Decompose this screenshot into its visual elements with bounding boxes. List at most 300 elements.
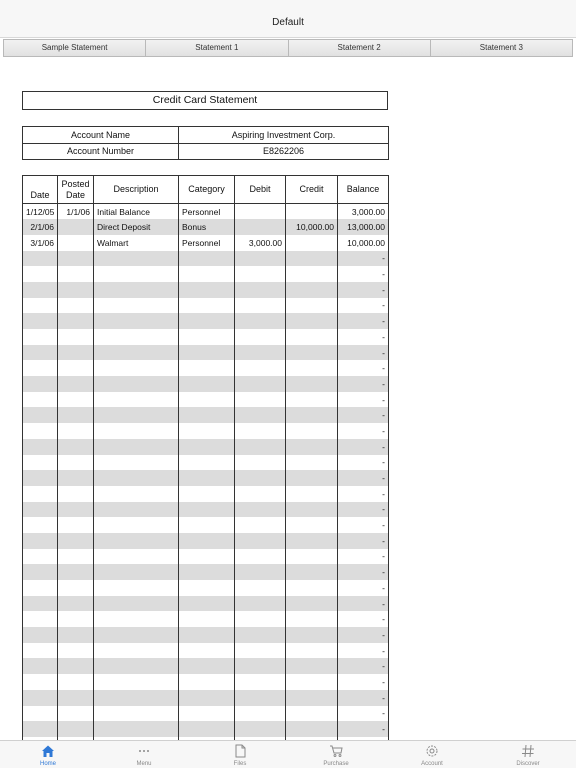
cell-date[interactable] bbox=[23, 423, 58, 439]
cell-credit[interactable] bbox=[286, 298, 338, 314]
cell-description[interactable] bbox=[94, 721, 179, 737]
cell-credit[interactable] bbox=[286, 580, 338, 596]
cell-debit[interactable] bbox=[235, 219, 286, 235]
table-row[interactable] bbox=[23, 329, 389, 345]
statement-title[interactable]: Credit Card Statement bbox=[22, 91, 388, 110]
cell-balance[interactable]: - bbox=[338, 580, 389, 596]
cell-category[interactable] bbox=[179, 407, 235, 423]
cell-posted[interactable] bbox=[58, 658, 94, 674]
cell-posted[interactable] bbox=[58, 455, 94, 471]
cell-balance[interactable]: - bbox=[338, 266, 389, 282]
cell-description[interactable] bbox=[94, 345, 179, 361]
cell-posted[interactable] bbox=[58, 251, 94, 267]
cell-description[interactable] bbox=[94, 329, 179, 345]
cell-posted[interactable] bbox=[58, 392, 94, 408]
cell-description[interactable] bbox=[94, 423, 179, 439]
cell-debit[interactable] bbox=[235, 611, 286, 627]
cell-posted[interactable] bbox=[58, 690, 94, 706]
segment-statement-1[interactable]: Statement 1 bbox=[146, 40, 288, 56]
table-row[interactable] bbox=[23, 611, 389, 627]
cell-description[interactable]: Walmart bbox=[94, 235, 179, 251]
table-row[interactable] bbox=[23, 235, 389, 251]
cell-balance[interactable]: - bbox=[338, 502, 389, 518]
cell-debit[interactable] bbox=[235, 345, 286, 361]
cell-date[interactable] bbox=[23, 658, 58, 674]
cell-balance[interactable]: - bbox=[338, 345, 389, 361]
cell-credit[interactable] bbox=[286, 533, 338, 549]
cell-date[interactable] bbox=[23, 690, 58, 706]
cell-description[interactable] bbox=[94, 596, 179, 612]
cell-balance[interactable]: 10,000.00 bbox=[338, 235, 389, 251]
table-row[interactable] bbox=[23, 423, 389, 439]
cell-balance[interactable]: 13,000.00 bbox=[338, 219, 389, 235]
cell-balance[interactable]: - bbox=[338, 564, 389, 580]
transactions-table bbox=[22, 175, 389, 753]
cell-balance[interactable]: - bbox=[338, 282, 389, 298]
cell-credit[interactable] bbox=[286, 564, 338, 580]
cell-date[interactable] bbox=[23, 674, 58, 690]
cell-date[interactable] bbox=[23, 470, 58, 486]
table-row[interactable] bbox=[23, 627, 389, 643]
cell-description[interactable] bbox=[94, 580, 179, 596]
cell-posted[interactable] bbox=[58, 266, 94, 282]
account-name-row bbox=[23, 127, 389, 144]
cell-category[interactable] bbox=[179, 627, 235, 643]
cell-date[interactable] bbox=[23, 533, 58, 549]
cell-description[interactable] bbox=[94, 502, 179, 518]
table-row[interactable] bbox=[23, 658, 389, 674]
cell-date[interactable] bbox=[23, 407, 58, 423]
cell-balance[interactable]: - bbox=[338, 470, 389, 486]
cell-description[interactable] bbox=[94, 658, 179, 674]
cell-category[interactable] bbox=[179, 533, 235, 549]
cell-description[interactable] bbox=[94, 251, 179, 267]
table-row[interactable] bbox=[23, 470, 389, 486]
cell-debit[interactable] bbox=[235, 486, 286, 502]
cell-debit[interactable] bbox=[235, 423, 286, 439]
cell-credit[interactable] bbox=[286, 674, 338, 690]
cell-date[interactable] bbox=[23, 360, 58, 376]
table-row[interactable] bbox=[23, 549, 389, 565]
cell-debit[interactable] bbox=[235, 517, 286, 533]
cell-category[interactable] bbox=[179, 392, 235, 408]
tab-discover-label: Discover bbox=[516, 761, 540, 767]
cell-credit[interactable] bbox=[286, 376, 338, 392]
cell-posted[interactable] bbox=[58, 643, 94, 659]
cell-credit[interactable] bbox=[286, 235, 338, 251]
table-row[interactable] bbox=[23, 564, 389, 580]
table-row[interactable] bbox=[23, 345, 389, 361]
cell-date[interactable] bbox=[23, 627, 58, 643]
account-name-value[interactable]: Aspiring Investment Corp. bbox=[179, 127, 389, 144]
cell-posted[interactable] bbox=[58, 407, 94, 423]
cell-debit[interactable]: 3,000.00 bbox=[235, 235, 286, 251]
cell-category[interactable]: Personnel bbox=[179, 235, 235, 251]
cell-posted[interactable] bbox=[58, 580, 94, 596]
cell-description[interactable] bbox=[94, 517, 179, 533]
cell-balance[interactable]: - bbox=[338, 643, 389, 659]
cell-debit[interactable] bbox=[235, 690, 286, 706]
cell-posted[interactable] bbox=[58, 282, 94, 298]
cell-balance[interactable]: - bbox=[338, 455, 389, 471]
cell-date[interactable]: 1/12/05 bbox=[23, 204, 58, 220]
cell-credit[interactable] bbox=[286, 596, 338, 612]
cell-debit[interactable] bbox=[235, 360, 286, 376]
tab-home[interactable] bbox=[0, 741, 96, 768]
cell-posted[interactable] bbox=[58, 564, 94, 580]
cell-category[interactable] bbox=[179, 266, 235, 282]
cell-debit[interactable] bbox=[235, 674, 286, 690]
cell-date[interactable] bbox=[23, 611, 58, 627]
cell-balance[interactable]: - bbox=[338, 423, 389, 439]
table-row[interactable] bbox=[23, 674, 389, 690]
cell-balance[interactable]: - bbox=[338, 533, 389, 549]
col-description: Description bbox=[94, 176, 179, 204]
cell-credit[interactable] bbox=[286, 329, 338, 345]
cell-category[interactable] bbox=[179, 706, 235, 722]
cell-posted[interactable] bbox=[58, 596, 94, 612]
cell-credit[interactable] bbox=[286, 517, 338, 533]
cell-credit[interactable] bbox=[286, 549, 338, 565]
cell-posted[interactable] bbox=[58, 376, 94, 392]
cell-description[interactable] bbox=[94, 439, 179, 455]
cell-date[interactable] bbox=[23, 502, 58, 518]
cell-posted[interactable] bbox=[58, 470, 94, 486]
tab-purchase-label: Purchase bbox=[323, 761, 349, 767]
cell-posted[interactable] bbox=[58, 627, 94, 643]
cell-balance[interactable]: - bbox=[338, 360, 389, 376]
cell-balance[interactable]: - bbox=[338, 596, 389, 612]
table-row[interactable] bbox=[23, 219, 389, 235]
cell-date[interactable] bbox=[23, 580, 58, 596]
cell-description[interactable] bbox=[94, 627, 179, 643]
table-row[interactable] bbox=[23, 455, 389, 471]
cell-date[interactable]: 3/1/06 bbox=[23, 235, 58, 251]
cell-debit[interactable] bbox=[235, 706, 286, 722]
cell-description[interactable] bbox=[94, 282, 179, 298]
table-row[interactable] bbox=[23, 282, 389, 298]
cell-date[interactable] bbox=[23, 392, 58, 408]
cell-description[interactable] bbox=[94, 266, 179, 282]
cell-debit[interactable] bbox=[235, 658, 286, 674]
cell-debit[interactable] bbox=[235, 455, 286, 471]
table-row[interactable] bbox=[23, 517, 389, 533]
cell-debit[interactable] bbox=[235, 407, 286, 423]
cell-debit[interactable] bbox=[235, 564, 286, 580]
cell-category[interactable] bbox=[179, 298, 235, 314]
cell-balance[interactable]: - bbox=[338, 706, 389, 722]
cell-description[interactable] bbox=[94, 313, 179, 329]
cell-category[interactable] bbox=[179, 376, 235, 392]
cell-credit[interactable] bbox=[286, 392, 338, 408]
cell-description[interactable]: Direct Deposit bbox=[94, 219, 179, 235]
cell-date[interactable] bbox=[23, 643, 58, 659]
cell-date[interactable] bbox=[23, 313, 58, 329]
cell-posted[interactable] bbox=[58, 423, 94, 439]
cell-posted[interactable] bbox=[58, 674, 94, 690]
cell-posted[interactable]: 1/1/06 bbox=[58, 204, 94, 220]
cell-category[interactable]: Personnel bbox=[179, 204, 235, 220]
table-row[interactable] bbox=[23, 486, 389, 502]
cell-description[interactable] bbox=[94, 298, 179, 314]
cell-debit[interactable] bbox=[235, 596, 286, 612]
cell-date[interactable] bbox=[23, 329, 58, 345]
table-row[interactable] bbox=[23, 439, 389, 455]
cell-debit[interactable] bbox=[235, 204, 286, 220]
segment-statement-3[interactable]: Statement 3 bbox=[431, 40, 572, 56]
cell-category[interactable] bbox=[179, 282, 235, 298]
cell-description[interactable] bbox=[94, 376, 179, 392]
cell-posted[interactable] bbox=[58, 721, 94, 737]
cell-date[interactable] bbox=[23, 376, 58, 392]
cell-category[interactable] bbox=[179, 580, 235, 596]
cell-credit[interactable] bbox=[286, 313, 338, 329]
cell-category[interactable] bbox=[179, 439, 235, 455]
cell-category[interactable]: Bonus bbox=[179, 219, 235, 235]
cell-date[interactable] bbox=[23, 439, 58, 455]
cell-date[interactable] bbox=[23, 721, 58, 737]
cell-category[interactable] bbox=[179, 690, 235, 706]
cell-balance[interactable]: - bbox=[338, 251, 389, 267]
cell-posted[interactable] bbox=[58, 502, 94, 518]
home-icon bbox=[41, 744, 55, 758]
table-row[interactable] bbox=[23, 266, 389, 282]
cell-balance[interactable]: - bbox=[338, 611, 389, 627]
cell-debit[interactable] bbox=[235, 329, 286, 345]
cell-debit[interactable] bbox=[235, 439, 286, 455]
cell-balance[interactable]: - bbox=[338, 329, 389, 345]
cell-category[interactable] bbox=[179, 517, 235, 533]
cell-date[interactable] bbox=[23, 596, 58, 612]
cell-credit[interactable] bbox=[286, 345, 338, 361]
segment-sample-statement[interactable]: Sample Statement bbox=[4, 40, 146, 56]
cell-credit[interactable] bbox=[286, 204, 338, 220]
cell-date[interactable]: 2/1/06 bbox=[23, 219, 58, 235]
cell-description[interactable] bbox=[94, 643, 179, 659]
table-row[interactable] bbox=[23, 502, 389, 518]
table-header bbox=[23, 176, 389, 204]
account-number-row bbox=[23, 143, 389, 160]
cell-debit[interactable] bbox=[235, 470, 286, 486]
cell-debit[interactable] bbox=[235, 376, 286, 392]
cell-description[interactable] bbox=[94, 674, 179, 690]
cell-balance[interactable]: - bbox=[338, 439, 389, 455]
cell-posted[interactable] bbox=[58, 345, 94, 361]
cell-category[interactable] bbox=[179, 611, 235, 627]
cell-balance[interactable]: - bbox=[338, 549, 389, 565]
table-row[interactable] bbox=[23, 251, 389, 267]
cell-balance[interactable]: - bbox=[338, 313, 389, 329]
cell-debit[interactable] bbox=[235, 392, 286, 408]
cell-category[interactable] bbox=[179, 502, 235, 518]
cell-category[interactable] bbox=[179, 470, 235, 486]
cell-credit[interactable] bbox=[286, 721, 338, 737]
cell-credit[interactable] bbox=[286, 627, 338, 643]
tab-files[interactable] bbox=[192, 741, 288, 768]
cell-credit[interactable] bbox=[286, 251, 338, 267]
table-row[interactable] bbox=[23, 392, 389, 408]
more-icon bbox=[137, 744, 151, 758]
table-row[interactable] bbox=[23, 690, 389, 706]
tab-purchase[interactable] bbox=[288, 741, 384, 768]
cell-posted[interactable] bbox=[58, 533, 94, 549]
table-row[interactable] bbox=[23, 580, 389, 596]
cell-credit[interactable] bbox=[286, 266, 338, 282]
cell-category[interactable] bbox=[179, 549, 235, 565]
statement-segmented-control[interactable] bbox=[3, 39, 573, 57]
cell-posted[interactable] bbox=[58, 611, 94, 627]
cell-description[interactable] bbox=[94, 392, 179, 408]
tab-home-label: Home bbox=[39, 761, 56, 767]
tab-discover[interactable] bbox=[480, 741, 576, 768]
cell-category[interactable] bbox=[179, 360, 235, 376]
table-row[interactable] bbox=[23, 313, 389, 329]
table-row[interactable] bbox=[23, 596, 389, 612]
tab-menu[interactable] bbox=[96, 741, 192, 768]
cell-posted[interactable] bbox=[58, 517, 94, 533]
cell-debit[interactable] bbox=[235, 266, 286, 282]
cell-category[interactable] bbox=[179, 564, 235, 580]
cell-category[interactable] bbox=[179, 658, 235, 674]
cell-date[interactable] bbox=[23, 564, 58, 580]
segment-statement-2[interactable]: Statement 2 bbox=[289, 40, 431, 56]
cell-description[interactable] bbox=[94, 706, 179, 722]
cell-posted[interactable] bbox=[58, 706, 94, 722]
table-row[interactable] bbox=[23, 376, 389, 392]
cell-credit[interactable] bbox=[286, 643, 338, 659]
cell-posted[interactable] bbox=[58, 329, 94, 345]
cell-date[interactable] bbox=[23, 517, 58, 533]
cell-description[interactable] bbox=[94, 690, 179, 706]
cell-credit[interactable] bbox=[286, 439, 338, 455]
cell-balance[interactable]: - bbox=[338, 407, 389, 423]
account-number-label: Account Number bbox=[23, 143, 179, 160]
col-posted-date: Posted Date bbox=[58, 176, 94, 204]
cell-credit[interactable] bbox=[286, 455, 338, 471]
cell-posted[interactable] bbox=[58, 486, 94, 502]
cell-debit[interactable] bbox=[235, 282, 286, 298]
table-row[interactable] bbox=[23, 407, 389, 423]
cell-description[interactable] bbox=[94, 455, 179, 471]
cell-balance[interactable]: - bbox=[338, 674, 389, 690]
cell-category[interactable] bbox=[179, 721, 235, 737]
cell-category[interactable] bbox=[179, 596, 235, 612]
cell-date[interactable] bbox=[23, 455, 58, 471]
cell-credit[interactable] bbox=[286, 360, 338, 376]
cell-debit[interactable] bbox=[235, 721, 286, 737]
cell-debit[interactable] bbox=[235, 502, 286, 518]
cell-balance[interactable]: - bbox=[338, 486, 389, 502]
table-row[interactable] bbox=[23, 204, 389, 220]
cell-balance[interactable]: - bbox=[338, 392, 389, 408]
cell-debit[interactable] bbox=[235, 643, 286, 659]
cell-balance[interactable]: - bbox=[338, 627, 389, 643]
cell-credit[interactable] bbox=[286, 658, 338, 674]
cell-category[interactable] bbox=[179, 423, 235, 439]
cell-debit[interactable] bbox=[235, 298, 286, 314]
cell-category[interactable] bbox=[179, 486, 235, 502]
table-row[interactable] bbox=[23, 533, 389, 549]
cell-description[interactable] bbox=[94, 533, 179, 549]
cell-posted[interactable] bbox=[58, 439, 94, 455]
cell-debit[interactable] bbox=[235, 627, 286, 643]
cell-category[interactable] bbox=[179, 329, 235, 345]
cell-posted[interactable] bbox=[58, 360, 94, 376]
cell-debit[interactable] bbox=[235, 533, 286, 549]
cell-description[interactable] bbox=[94, 470, 179, 486]
cell-category[interactable] bbox=[179, 674, 235, 690]
cell-description[interactable] bbox=[94, 486, 179, 502]
cell-date[interactable] bbox=[23, 486, 58, 502]
cell-posted[interactable] bbox=[58, 219, 94, 235]
cell-credit[interactable] bbox=[286, 706, 338, 722]
cell-debit[interactable] bbox=[235, 549, 286, 565]
cell-credit[interactable]: 10,000.00 bbox=[286, 219, 338, 235]
cell-credit[interactable] bbox=[286, 502, 338, 518]
cell-date[interactable] bbox=[23, 282, 58, 298]
cell-balance[interactable]: - bbox=[338, 517, 389, 533]
cell-balance[interactable]: - bbox=[338, 721, 389, 737]
cell-debit[interactable] bbox=[235, 313, 286, 329]
table-row[interactable] bbox=[23, 706, 389, 722]
cell-category[interactable] bbox=[179, 643, 235, 659]
cell-date[interactable] bbox=[23, 549, 58, 565]
account-number-value[interactable]: E8262206 bbox=[179, 143, 389, 160]
cell-posted[interactable] bbox=[58, 549, 94, 565]
table-row[interactable] bbox=[23, 643, 389, 659]
cell-credit[interactable] bbox=[286, 423, 338, 439]
cell-date[interactable] bbox=[23, 706, 58, 722]
cell-description[interactable] bbox=[94, 564, 179, 580]
cell-credit[interactable] bbox=[286, 282, 338, 298]
cell-balance[interactable]: 3,000.00 bbox=[338, 204, 389, 220]
tab-account[interactable] bbox=[384, 741, 480, 768]
cell-description[interactable] bbox=[94, 407, 179, 423]
cell-date[interactable] bbox=[23, 298, 58, 314]
cell-date[interactable] bbox=[23, 266, 58, 282]
cell-balance[interactable]: - bbox=[338, 690, 389, 706]
cell-description[interactable] bbox=[94, 360, 179, 376]
cell-balance[interactable]: - bbox=[338, 376, 389, 392]
table-row[interactable] bbox=[23, 360, 389, 376]
cell-credit[interactable] bbox=[286, 611, 338, 627]
table-row[interactable] bbox=[23, 721, 389, 737]
cell-category[interactable] bbox=[179, 345, 235, 361]
cell-description[interactable]: Initial Balance bbox=[94, 204, 179, 220]
cell-credit[interactable] bbox=[286, 407, 338, 423]
cell-credit[interactable] bbox=[286, 486, 338, 502]
cell-balance[interactable]: - bbox=[338, 658, 389, 674]
cell-debit[interactable] bbox=[235, 251, 286, 267]
cell-credit[interactable] bbox=[286, 690, 338, 706]
cell-posted[interactable] bbox=[58, 235, 94, 251]
cell-balance[interactable]: - bbox=[338, 298, 389, 314]
cell-category[interactable] bbox=[179, 455, 235, 471]
cell-date[interactable] bbox=[23, 251, 58, 267]
cell-description[interactable] bbox=[94, 549, 179, 565]
cell-date[interactable] bbox=[23, 345, 58, 361]
col-category: Category bbox=[179, 176, 235, 204]
cell-posted[interactable] bbox=[58, 313, 94, 329]
col-date: Date bbox=[23, 176, 58, 204]
cell-credit[interactable] bbox=[286, 470, 338, 486]
table-row[interactable] bbox=[23, 298, 389, 314]
cell-debit[interactable] bbox=[235, 580, 286, 596]
cell-category[interactable] bbox=[179, 251, 235, 267]
cell-description[interactable] bbox=[94, 611, 179, 627]
cell-posted[interactable] bbox=[58, 298, 94, 314]
cell-category[interactable] bbox=[179, 313, 235, 329]
